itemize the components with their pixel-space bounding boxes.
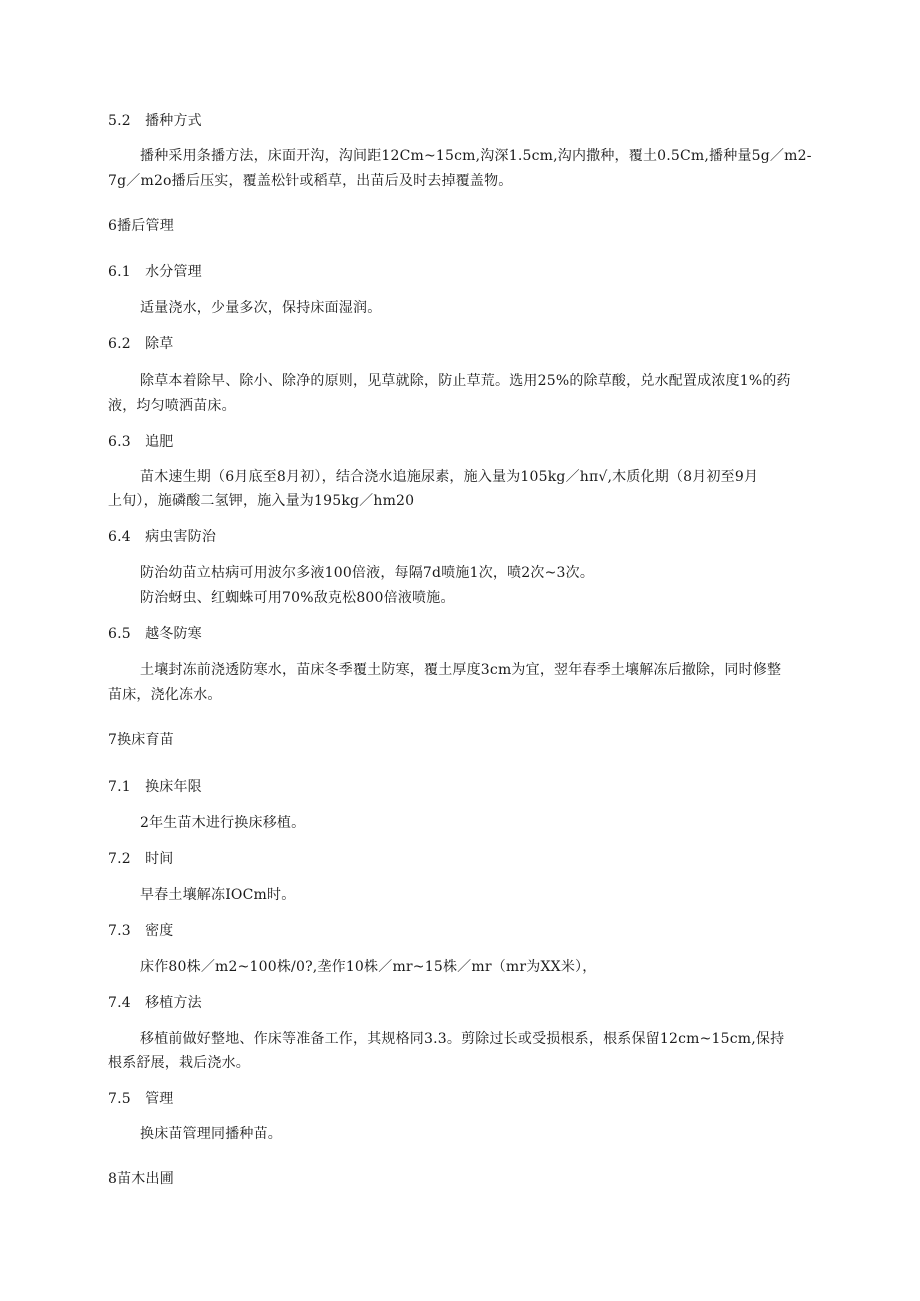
paragraph-6-5-line-2: 苗床，浇化冻水。 <box>108 687 222 703</box>
paragraph-5-2-line-1: 播种采用条播方法，床面开沟，沟间距12Cm~15cm,沟深1.5cm,沟内撒种，覆土0.5Cm,播种量5g／m2- <box>140 148 812 164</box>
paragraph-6-4-line-1: 防治幼苗立枯病可用波尔多液100倍液，每隔7d喷施1次，喷2次~3次。 <box>140 565 595 581</box>
paragraph-6-2-line-1: 除草本着除早、除小、除净的原则，见草就除，防止草荒。选用25%的除草酸，兑水配置成浓度1%的药 <box>140 373 791 389</box>
paragraph-6-4-line-2: 防治蚜虫、红蜘蛛可用70%敌克松800倍液喷施。 <box>140 590 455 606</box>
heading-7-4: 7.4 移植方法 <box>108 995 202 1011</box>
heading-7-2: 7.2 时间 <box>108 851 174 867</box>
paragraph-6-1: 适量浇水，少量多次，保持床面湿润。 <box>140 300 382 316</box>
paragraph-7-1: 2年生苗木进行换床移植。 <box>140 815 306 831</box>
paragraph-6-5-line-1: 土壤封冻前浇透防寒水，苗床冬季覆土防寒，覆土厚度3cm为宜，翌年春季土壤解冻后撤除，同时修整 <box>140 662 782 678</box>
heading-5-2: 5.2 播种方式 <box>108 113 202 129</box>
paragraph-6-3-line-1: 苗木速生期（6月底至8月初），结合浇水追施尿素，施入量为105kg／hπ√,木质化期（8月初至9月 <box>140 469 759 485</box>
paragraph-6-2-line-2: 液，均匀喷洒苗床。 <box>108 398 236 414</box>
heading-6-2: 6.2 除草 <box>108 336 174 352</box>
heading-7: 7换床育苗 <box>108 732 174 748</box>
paragraph-7-4-line-2: 根系舒展，栽后浇水。 <box>108 1055 250 1071</box>
heading-6: 6播后管理 <box>108 218 174 234</box>
paragraph-7-5: 换床苗管理同播种苗。 <box>140 1126 282 1142</box>
heading-7-5: 7.5 管理 <box>108 1091 174 1107</box>
paragraph-5-2-line-2: 7g／m2o播后压实，覆盖松针或稻草，出苗后及时去掉覆盖物。 <box>108 173 513 189</box>
paragraph-7-4-line-1: 移植前做好整地、作床等准备工作，其规格同3.3。剪除过长或受损根系，根系保留12cm~15cm,保持 <box>140 1031 785 1047</box>
heading-6-5: 6.5 越冬防寒 <box>108 626 202 642</box>
heading-6-4: 6.4 病虫害防治 <box>108 529 217 545</box>
heading-7-3: 7.3 密度 <box>108 923 174 939</box>
paragraph-7-3: 床作80株／m2~100株/0?,垄作10株／mr~15株／mr（mr为XX米）， <box>140 959 597 975</box>
paragraph-6-3-line-2: 上旬），施磷酸二氢钾，施入量为195kg／hm20 <box>108 493 415 509</box>
heading-6-1: 6.1 水分管理 <box>108 264 202 280</box>
heading-6-3: 6.3 追肥 <box>108 434 174 450</box>
paragraph-7-2: 早春土壤解冻IOCm时。 <box>140 887 296 903</box>
heading-8: 8苗木出圃 <box>108 1171 174 1187</box>
heading-7-1: 7.1 换床年限 <box>108 779 202 795</box>
